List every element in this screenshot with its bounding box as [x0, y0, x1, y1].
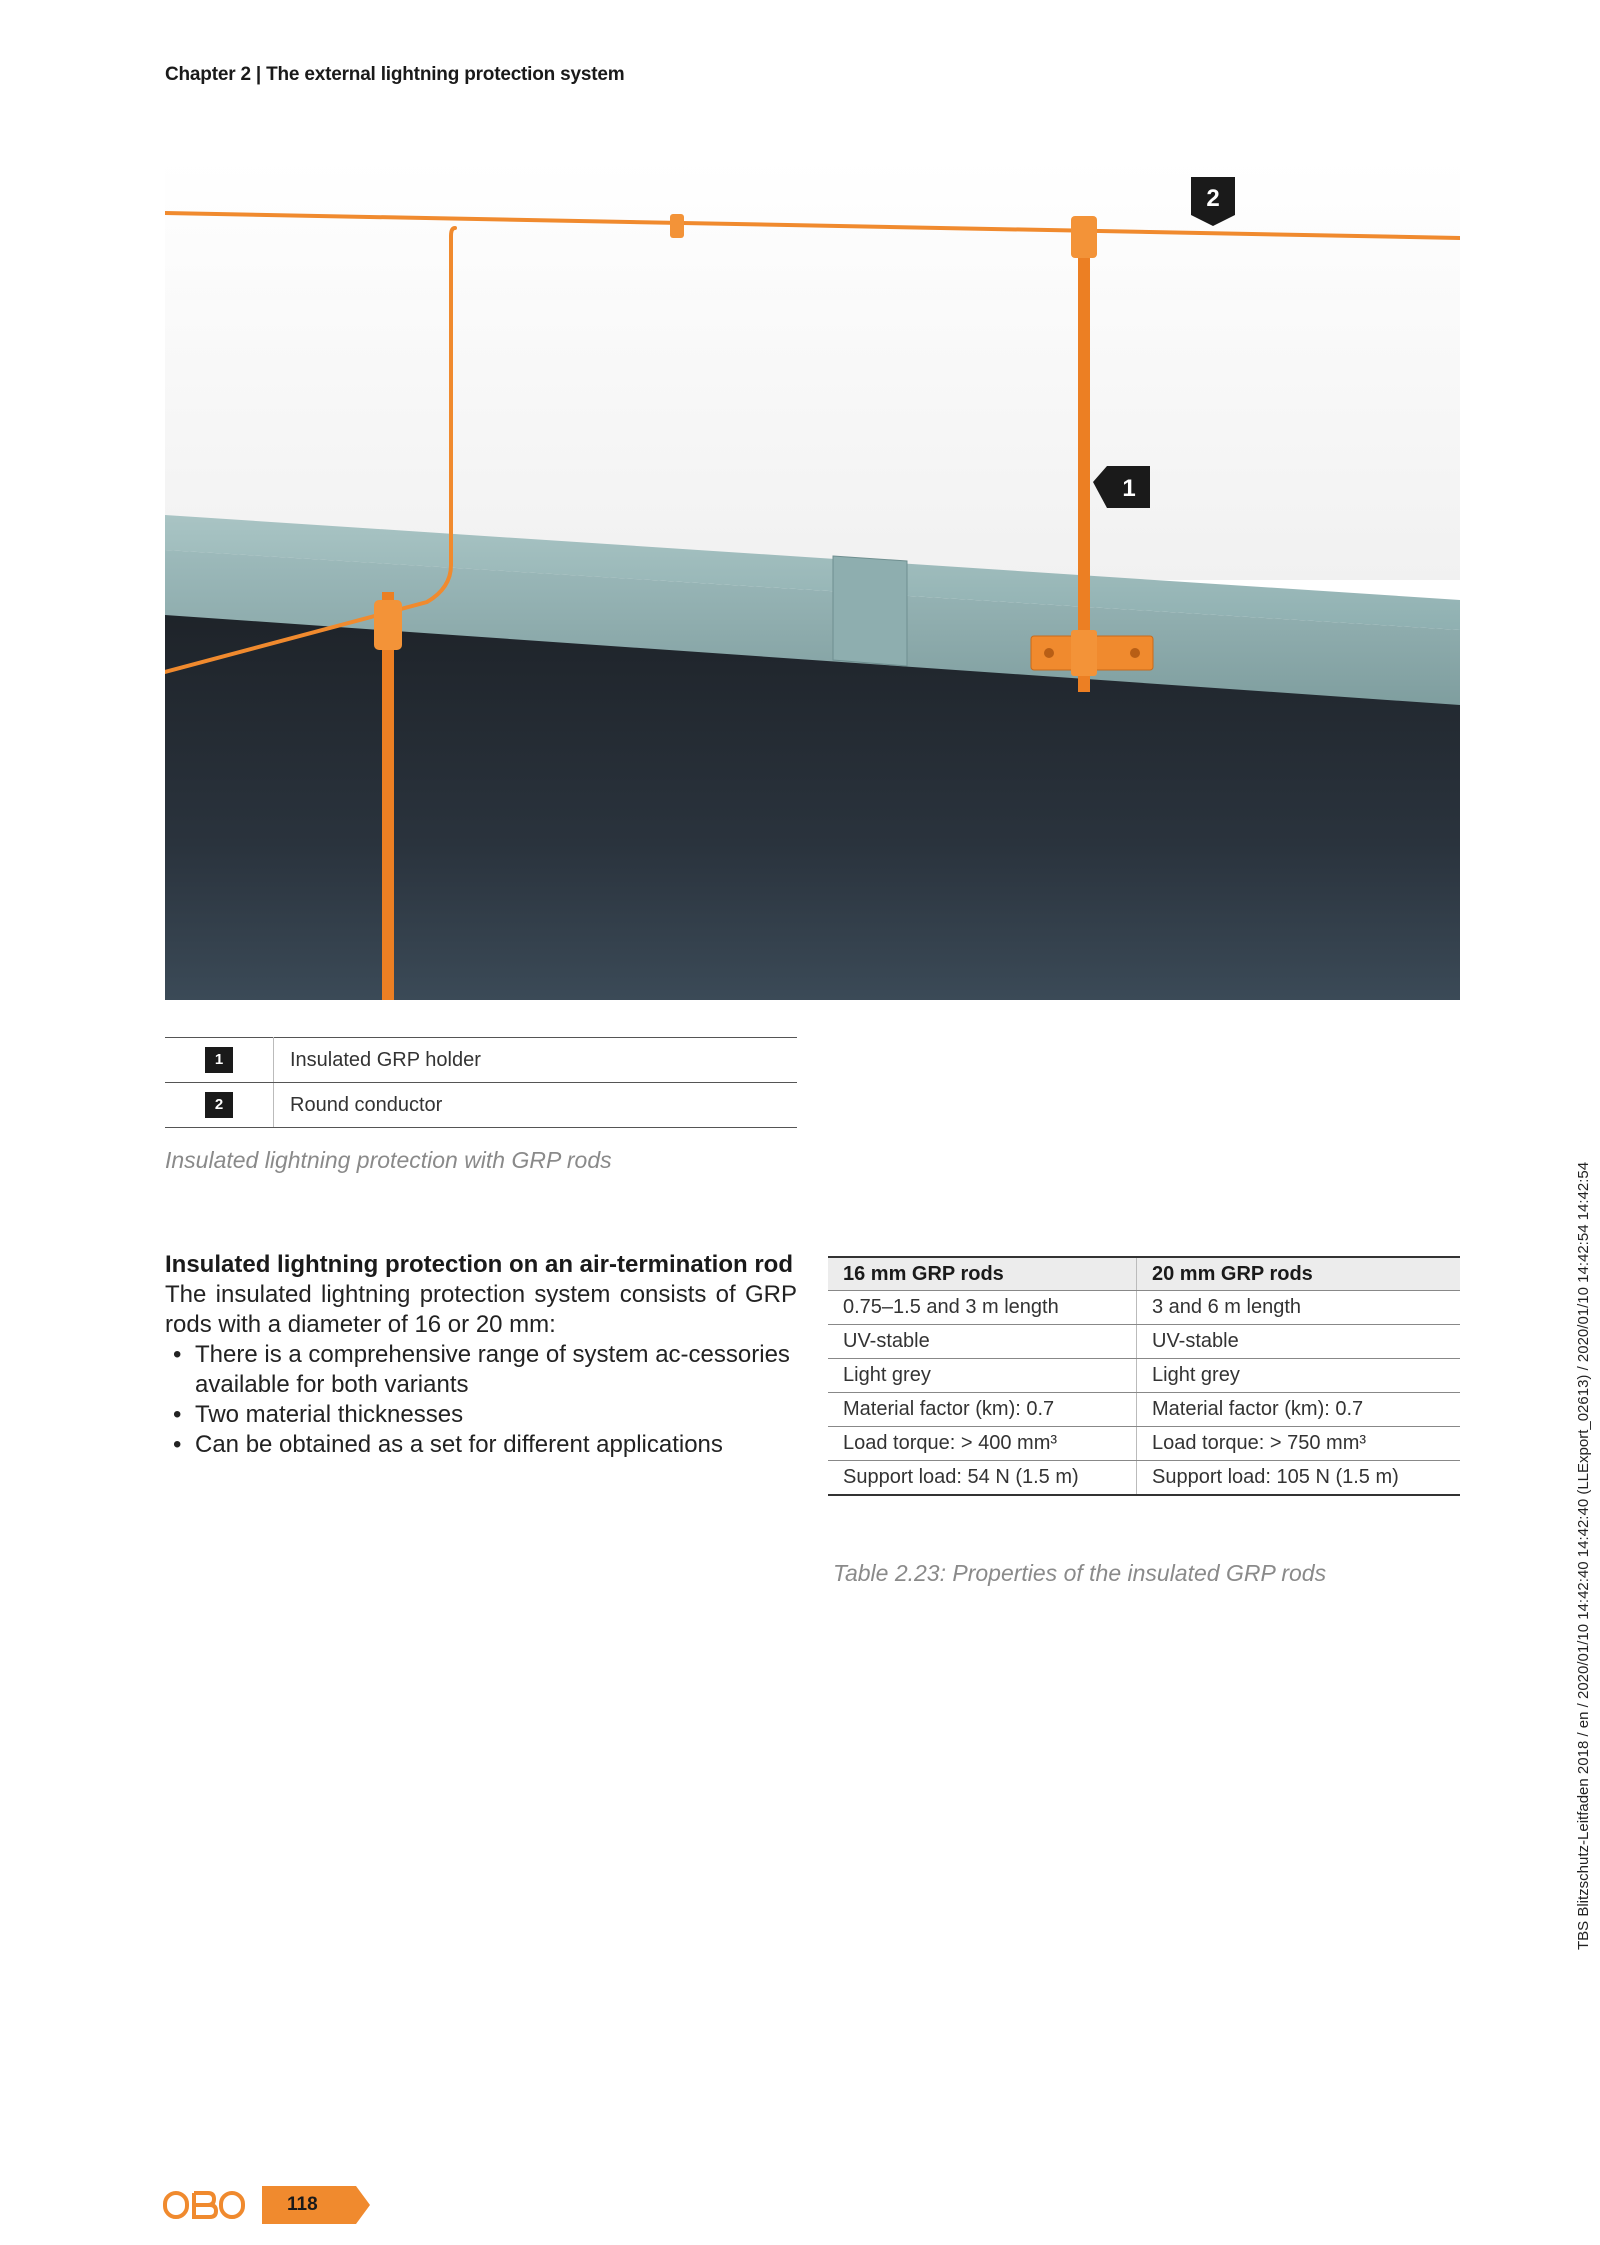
- table-cell: UV-stable: [828, 1325, 1137, 1359]
- table-row: [828, 1427, 1460, 1461]
- grp-rod-right: [1078, 222, 1090, 692]
- table-cell: Material factor (km): 0.7: [1137, 1393, 1461, 1427]
- table-row: [828, 1359, 1460, 1393]
- column-header: 20 mm GRP rods: [1137, 1257, 1461, 1291]
- parapet-joint: [833, 556, 907, 666]
- print-metadata-note: TBS Blitzschutz-Leitfaden 2018 / en / 2020/01/10 14:42:40 14:42:40 (LLExport_02613) / 2020/01/10 14:42:54 14:42:54: [1575, 1161, 1592, 1950]
- legend-number: 2: [205, 1092, 233, 1118]
- table-cell: Light grey: [828, 1359, 1137, 1393]
- conductor-clamp: [670, 214, 684, 238]
- table-row: [828, 1291, 1460, 1325]
- grp-rod-left: [382, 592, 394, 1000]
- table-cell: Material factor (km): 0.7: [828, 1393, 1137, 1427]
- table-caption: Table 2.23: Properties of the insulated GRP rods: [833, 1560, 1327, 1586]
- legend-row: [165, 1038, 797, 1083]
- table-cell: 3 and 6 m length: [1137, 1291, 1461, 1325]
- bullet-list: [165, 1340, 797, 1460]
- roof-illustration: [165, 160, 1460, 1000]
- figure-legend: [165, 1037, 797, 1128]
- figure-caption: Insulated lightning protection with GRP rods: [165, 1147, 612, 1173]
- grp-rod-cap: [1071, 216, 1097, 258]
- grp-holder-left: [374, 600, 402, 650]
- chapter-header: Chapter 2 | The external lightning protection system: [165, 64, 625, 85]
- section-intro: The insulated lightning protection system consists of GRP rods with a diameter of 16 or 20 mm:: [165, 1281, 797, 1338]
- background: [165, 160, 1460, 580]
- table-header-row: [828, 1257, 1460, 1291]
- section-body: [165, 1250, 797, 1460]
- bullet-item: • Can be obtained as a set for different applications: [165, 1430, 797, 1460]
- section-heading: Insulated lightning protection on an air-termination rod: [165, 1251, 793, 1278]
- table-cell: Load torque: > 750 mm³: [1137, 1427, 1461, 1461]
- table-cell: Support load: 54 N (1.5 m): [828, 1461, 1137, 1496]
- table-row: [828, 1461, 1460, 1496]
- callout-2-label: 2: [1206, 185, 1220, 212]
- table-cell: Load torque: > 400 mm³: [828, 1427, 1137, 1461]
- column-header: 16 mm GRP rods: [828, 1257, 1137, 1291]
- page-number: 118: [287, 2194, 318, 2215]
- legend-label: Round conductor: [274, 1083, 798, 1128]
- legend-row: [165, 1083, 797, 1128]
- legend-label: Insulated GRP holder: [274, 1038, 798, 1083]
- bullet-item: • There is a comprehensive range of system ac-cessories available for both variants: [165, 1340, 797, 1400]
- table-cell: UV-stable: [1137, 1325, 1461, 1359]
- callout-1-label: 1: [1122, 475, 1136, 502]
- table-cell: Light grey: [1137, 1359, 1461, 1393]
- properties-table: [828, 1256, 1460, 1496]
- table-cell: Support load: 105 N (1.5 m): [1137, 1461, 1461, 1496]
- table-row: [828, 1325, 1460, 1359]
- table-row: [828, 1393, 1460, 1427]
- table-cell: 0.75–1.5 and 3 m length: [828, 1291, 1137, 1325]
- legend-number: 1: [205, 1047, 233, 1073]
- obo-logo: [162, 2188, 246, 2222]
- bullet-item: • Two material thicknesses: [165, 1400, 797, 1430]
